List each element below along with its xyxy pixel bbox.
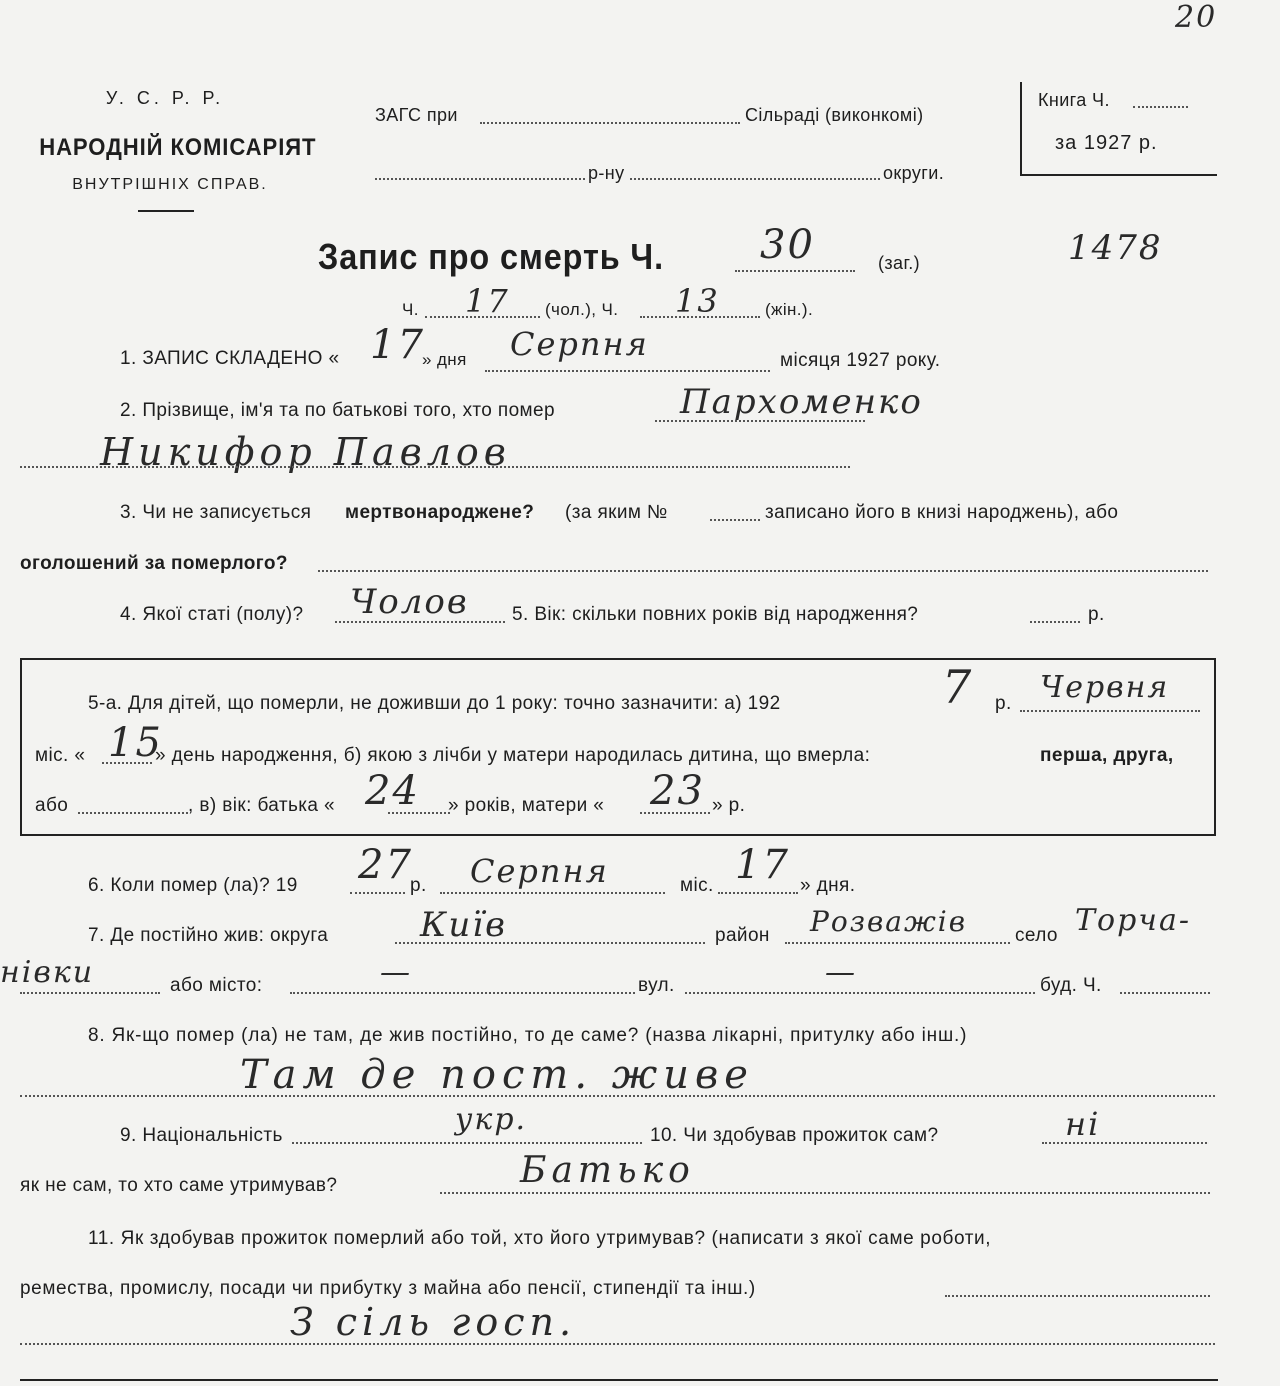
- q7-selo-label: село: [1015, 925, 1058, 946]
- q5a-mother-age: 23: [650, 768, 705, 814]
- q6-year: 27: [358, 842, 413, 888]
- q5a-line3-b: , в) вік: батька «: [188, 795, 335, 816]
- female-count: 13: [675, 282, 720, 320]
- q4-sex-line: [335, 621, 505, 623]
- q5-r: р.: [1088, 604, 1105, 625]
- record-number-line: [735, 270, 855, 272]
- q2-name-line: [20, 466, 850, 468]
- q10b-answer-line: [440, 1192, 1210, 1194]
- q5a-line3-d: » р.: [712, 795, 746, 816]
- q11-line1: 11. Як здобував прожиток померлий або той, хто його утримував? (написати з якої саме роботи,: [88, 1228, 992, 1249]
- q6-mis: міс.: [680, 875, 714, 896]
- q7-vul-line: [685, 992, 1035, 994]
- q1-month-line: [485, 370, 770, 372]
- bottom-rule: [20, 1379, 1218, 1381]
- record-suffix: (заг.): [878, 253, 921, 273]
- q5a-line2-b: » день народження, б) якою з лічби у матери народилась дитина, що вмерла:: [155, 745, 871, 766]
- silrada-label: Сільраді (виконкомі): [745, 105, 924, 125]
- female-count-line: [640, 316, 760, 318]
- okrugy-label: округи.: [883, 163, 945, 183]
- q6-dnya: » дня.: [800, 875, 856, 896]
- q6-r: р.: [410, 875, 427, 896]
- q5-age-line: [1030, 621, 1080, 623]
- q4-sex: Чолов: [350, 582, 469, 622]
- q2-name: Никифор Павлов: [100, 430, 511, 474]
- q10b-answer: Батько: [520, 1150, 695, 1191]
- male-label: (чол.), Ч.: [545, 300, 619, 319]
- q1-day: 17: [370, 322, 425, 368]
- q10-answer-line: [1042, 1142, 1207, 1144]
- q7-raion: Розважів: [810, 905, 968, 938]
- q9-label: 9. Національність: [120, 1125, 283, 1146]
- q7-misto-line: [290, 992, 635, 994]
- corner-mark-top: 20: [1175, 0, 1218, 35]
- q5a-line2-a: міс. «: [35, 745, 86, 766]
- zags-line: [480, 122, 740, 124]
- ussr-label: У. С. Р. Р.: [105, 88, 225, 108]
- q5a-line3-c: » років, матери «: [448, 795, 605, 816]
- q7-raion-label: район: [715, 925, 770, 946]
- q2-surname-line: [655, 420, 865, 422]
- q5a-r: р.: [995, 693, 1012, 714]
- q1-suffix: місяця 1927 року.: [780, 350, 941, 371]
- q5a-month: Червня: [1040, 670, 1170, 705]
- q3-number-line: [710, 519, 760, 521]
- q1-prefix: 1. ЗАПИС СКЛАДЕНО «: [120, 348, 340, 369]
- okruga-line: [630, 178, 880, 180]
- male-count: 17: [465, 282, 510, 320]
- q6-month-line: [440, 892, 665, 894]
- q11-line2-dots: [945, 1295, 1210, 1297]
- q6-day: 17: [735, 842, 790, 888]
- q6-label: 6. Коли помер (ла)? 19: [88, 875, 298, 896]
- female-label: (жін.).: [765, 300, 814, 319]
- q5a-father-line: [388, 812, 450, 814]
- q3-stillborn: мертвонароджене?: [345, 502, 535, 523]
- q6-year-line: [350, 892, 405, 894]
- q9-answer-line: [292, 1142, 642, 1144]
- q5a-year-digit: 7: [942, 660, 974, 714]
- q3-line1-d: записано його в книзі народжень), або: [765, 502, 1119, 523]
- q10b-label: як не сам, то хто саме утримував?: [20, 1175, 338, 1196]
- record-number: 30: [760, 222, 815, 268]
- q6-month: Серпня: [470, 852, 609, 890]
- q10-answer: ні: [1065, 1105, 1101, 1143]
- q7-okruga: Київ: [420, 905, 507, 945]
- book-year: за 1927 р.: [1055, 132, 1158, 154]
- header-divider: [138, 210, 194, 212]
- q3-line1-c: (за яким №: [565, 502, 668, 523]
- q3-line1-a: 3. Чи не записується: [120, 502, 312, 523]
- q7-misto-label: або місто:: [170, 975, 263, 996]
- q8-label: 8. Як-що помер (ла) не там, де жив постійно, то де саме? (назва лікарні, притулку або інш.): [88, 1025, 968, 1046]
- q2-surname: Пархоменко: [680, 382, 923, 422]
- q5a-line3-a: або: [35, 795, 69, 816]
- record-title: Запис про смерть Ч.: [318, 236, 665, 277]
- rayon-line: [375, 178, 585, 180]
- q7-selo-a: Торча-: [1075, 903, 1191, 938]
- q11-answer-line: [20, 1343, 1215, 1345]
- q9-answer: укр.: [455, 1102, 528, 1137]
- q2-label: 2. Прізвище, ім'я та по батькові того, хто помер: [120, 400, 555, 421]
- q7-bud-label: буд. Ч.: [1040, 975, 1102, 996]
- q5a-first-second: перша, друга,: [1040, 745, 1174, 766]
- q5a-mother-line: [640, 812, 710, 814]
- q3-declared-dead: оголошений за померлого?: [20, 553, 288, 574]
- q8-answer-line: [20, 1095, 1215, 1097]
- q11-line2: ремества, промислу, посади чи прибутку з майна або пенсії, стипендії та інш.): [20, 1278, 756, 1299]
- corner-mark-right: 1478: [1068, 228, 1163, 268]
- ch-label: Ч.: [402, 300, 419, 319]
- q6-day-line: [718, 892, 798, 894]
- q5-label: 5. Вік: скільки повних років від народження?: [512, 604, 919, 625]
- q8-answer: Там де пост. живе: [240, 1052, 754, 1098]
- q7-okruga-line: [395, 942, 705, 944]
- q4-label: 4. Якої статі (полу)?: [120, 604, 304, 625]
- q7-vul: —: [825, 955, 857, 990]
- q7-misto: —: [380, 955, 412, 990]
- book-number-line: [1133, 106, 1188, 108]
- book-label: Книга Ч.: [1038, 90, 1110, 110]
- q7-bud-line: [1120, 992, 1210, 994]
- q3-line2-dots: [318, 570, 1208, 572]
- q5a-day-line: [102, 762, 152, 764]
- internal-affairs-label: ВНУТРІШНІХ СПРАВ.: [72, 176, 268, 193]
- commissariat-label: НАРОДНІЙ КОМІСАРІЯТ: [39, 134, 317, 161]
- q7-label: 7. Де постійно жив: округа: [88, 925, 329, 946]
- q11-answer: З сіль госп.: [290, 1300, 577, 1344]
- zags-label: ЗАГС при: [375, 105, 458, 125]
- q7-selo-line: [20, 992, 160, 994]
- q5a-line1-a: 5-а. Для дітей, що померли, не доживши до 1 року: точно зазначити: а) 192: [88, 693, 781, 714]
- q5a-line3-dots: [78, 812, 188, 814]
- q1-month: Серпня: [510, 325, 649, 363]
- rnu-label: р-ну: [588, 163, 625, 183]
- q10-label: 10. Чи здобував прожиток сам?: [650, 1125, 939, 1146]
- q5a-month-line: [1020, 710, 1200, 712]
- q5a-father-age: 24: [365, 768, 420, 814]
- q7-raion-line: [785, 942, 1010, 944]
- q7-selo-b: нівки: [0, 955, 95, 990]
- male-count-line: [425, 316, 540, 318]
- q7-vul-label: вул.: [638, 975, 675, 996]
- q1-mid: » дня: [422, 350, 467, 369]
- q5a-day: 15: [108, 720, 163, 766]
